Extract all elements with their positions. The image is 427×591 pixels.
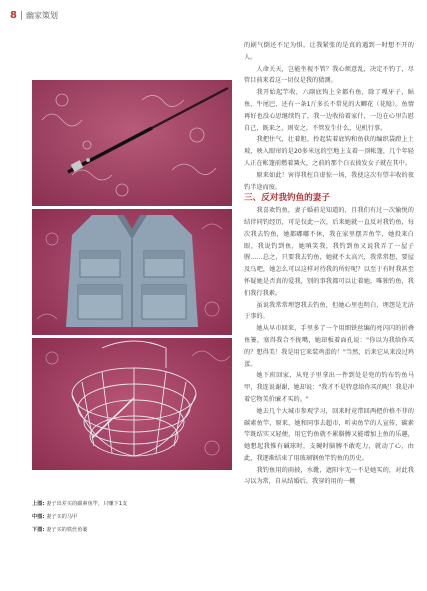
section-title: 三、反对我钓鱼的妻子	[244, 193, 330, 204]
paragraph: 我把住气，壮着胆，拎起装着底钩和鱼获的编织袋蹬上土坡，映入眼帘的是20多米远的空地上支着一顶帐篷，几个年轻人正在帐篷前燃着篝火，之前的那个白衣披发女子就在其中。	[244, 136, 414, 167]
paragraph: 我开始起竿收，六副底钩上全都有鱼，除了嘎牙子，鲇鱼，牛尾巴，还有一条1斤多长不常见的大鲫花（花鲶）。鱼情再好也没心思继续钓了，我一边收拾着家什，一边在心里告慰自己，既来之，则安之，不管发生什么，见机行事。	[244, 89, 414, 132]
paragraph: 她去几个大城市参观学习，回来时竟带回两把价格不菲的碳素鱼竿，原来，她和同事去超市，听卖鱼竿的人宣传，碳素竿既结实又轻便，用它钓鱼就不累胳膊又能增加上鱼的乐趣，她想起我惟有碱球时，支碗时脑膊不敢吃力，就动了心，由此，我逐渐结束了用玻璃钢鱼竿钓鱼的历史。	[244, 407, 414, 462]
paragraph: 我喜欢钓鱼，妻子婚前是知道的，且我们有过一次愉悦的结伴同钓经历，可是仅此一次，后来她就一直反对我钓鱼，每次我去钓鱼，她都嘟嘟不休，我在家里摆弄鱼竿，她投来白眼，我说钓到鱼，她嗔笑我，我钓到鱼又说我弄了一屋子腥……总之，只要我去钓鱼，她就不太高兴，我常常想，要屋及乌吧，她怎么可以这样对待我的所好呢？以至于有时我甚至怀疑她是否真的爱我，别的事我都可以让着她，唯独钓鱼，我们我行我素。	[244, 207, 414, 297]
caption-middle: 中图: 妻子买的马甲	[32, 514, 78, 520]
section-name: 幽家策划	[25, 10, 58, 20]
article-column	[244, 40, 414, 488]
photo-wire-basket	[32, 338, 232, 470]
caption-bottom: 下图: 妻子买的铁丝鱼篓	[32, 527, 88, 533]
paragraph: 的剧气倒还不足为惧，让我紧张的是真的遇到一时想不开的人。	[244, 42, 414, 61]
paragraph: 她下班回家，从兜子里拿出一件到处是兜的钓布钓鱼马甲，我连说谢谢，她却说："我才不是特意给你买的呢！我是冲着它物美价廉才买的。"	[244, 372, 414, 403]
photo-captions	[32, 498, 232, 537]
caption-top: 上图: 妻子出差买的碳素鱼竿，只赚下1支	[32, 501, 128, 507]
paragraph: 我钓鱼用的雨披，水靴，遮阳伞无一不是她买的，对此我习以为常，自从结婚后，我穿的用的一概	[244, 466, 414, 486]
photo-fishing-vest	[32, 209, 232, 335]
paragraph: 人命关天，岂能坐视不管？我心烦意乱，决定不钓了，尽管目前来看这一切仅是我的猜测。	[244, 65, 414, 85]
header-divider	[21, 11, 22, 20]
paragraph: 原来如此！害得我枉自虚惊一场，我使这次有望丰收的夜钓半途而废。	[244, 171, 414, 191]
page-number: 8	[10, 9, 17, 21]
paragraph: 她从早市回来，手里多了一个用细铁丝编的亮闪闪的折叠鱼篓，塞得我合不拢嘴，她却板着面孔说："你以为我给你买的？想得美！我是用它来装鸡蛋的！"当然，后来它从来没过鸡蛋。	[244, 325, 414, 368]
page-header	[10, 8, 58, 22]
paragraph: 虽说我常常埋怨我去钓鱼，但她心里也明白，埋怨是无济于事的。	[244, 301, 414, 321]
photo-fishing-rod	[32, 80, 232, 206]
